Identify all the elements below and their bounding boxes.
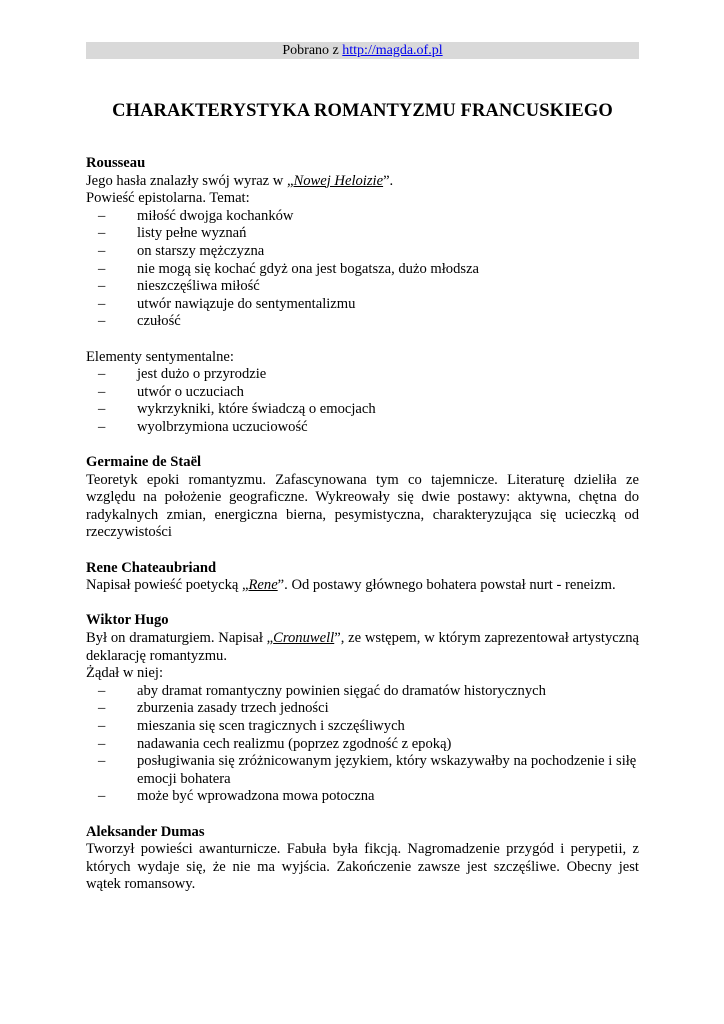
list-item: – mieszania się scen tragicznych i szczęśliwych [98,718,405,734]
list-item: – jest dużo o przyrodzie [98,366,267,383]
header-prefix: Pobrano z [282,43,343,58]
list-item: – nie mogą się kochać gdyż ona jest bogatsza, dużo młodsza [98,260,480,277]
hugo-text: Był on dramaturgiem. Napisał „Cronuwell”, ze wstępem, w którym zaprezentował artystyczną deklarację romantyzmu. [86,630,639,664]
list-item: – miłość dwojga kochanków [98,207,294,224]
section-title-stael: Germaine de Staël [86,454,202,471]
list-item: – może być wprowadzona mowa potoczna [98,788,375,805]
rousseau-intro: Jego hasła znalazły swój wyraz w „Nowej Heloizie”. [86,172,394,189]
list-item: – nadawania cech realizmu (poprzez zgodność z epoką) [98,735,452,752]
section-title-rousseau: Rousseau [86,155,146,171]
hugo-demand-label: Żądał w niej: [86,665,163,682]
rousseau-topic-list [86,208,639,331]
chateaubriand-text: Napisał powieść poetycką „Rene”. Od postawy głównego bohatera powstał nurt - reneizm. [86,577,616,594]
list-item: – on starszy mężczyzna [98,242,265,259]
rousseau-topic-label: Powieść epistolarna. Temat: [86,190,250,207]
page-title: CHARAKTERYSTYKA ROMANTYZMU FRANCUSKIEGO [112,101,613,121]
download-header [86,42,639,59]
section-title-dumas: Aleksander Dumas [86,823,205,840]
section-title-chateaubriand: Rene Chateaubriand [86,559,217,576]
source-link[interactable]: http://magda.of.pl [342,43,443,58]
list-item: – utwór o uczuciach [98,383,244,400]
list-item: – zburzenia zasady trzech jedności [98,700,329,717]
work-title: Rene [248,577,278,594]
list-item: – wyolbrzymiona uczuciowość [98,418,308,435]
list-item: – nieszczęśliwa miłość [98,278,260,295]
list-item: – aby dramat romantyczny powinien sięgać do dramatów historycznych [98,682,546,699]
dumas-text: Tworzył powieści awanturnicze. Fabuła była fikcją. Nagromadzenie przygód i perypetii, z których wydaje się, że nie ma wyjścia. Zakończenie zawsze jest szczęśliwe. Obecny jest wątek romansowy. [86,841,639,893]
sentimental-label: Elementy sentymentalne: [86,348,234,365]
work-title: Nowej Heloizie [293,172,384,189]
list-item: – posługiwania się zróżnicowanym językiem, który wskazywałby na pochodzenie i siłę emocji bohatera [98,753,637,787]
work-title: Cronuwell [273,630,335,647]
hugo-demand-list [86,683,639,806]
list-item: – czułość [98,313,181,330]
list-item: – listy pełne wyznań [98,225,247,242]
stael-text: Teoretyk epoki romantyzmu. Zafascynowana tym co tajemnicze. Literaturę dzieliła ze względu na położenie geograficzne. Wykreowały się dwie postawy: aktywna, chętna do radykalnych zmian, energiczna bierna, pesymistyczna, charakteryzująca się ucieczką od rzeczywistości [86,471,639,541]
sentimental-list [86,366,639,436]
document-body [86,155,639,894]
section-title-hugo: Wiktor Hugo [86,612,169,629]
list-item: – wykrzykniki, które świadczą o emocjach [98,401,376,418]
list-item: – utwór nawiązuje do sentymentalizmu [98,295,356,312]
